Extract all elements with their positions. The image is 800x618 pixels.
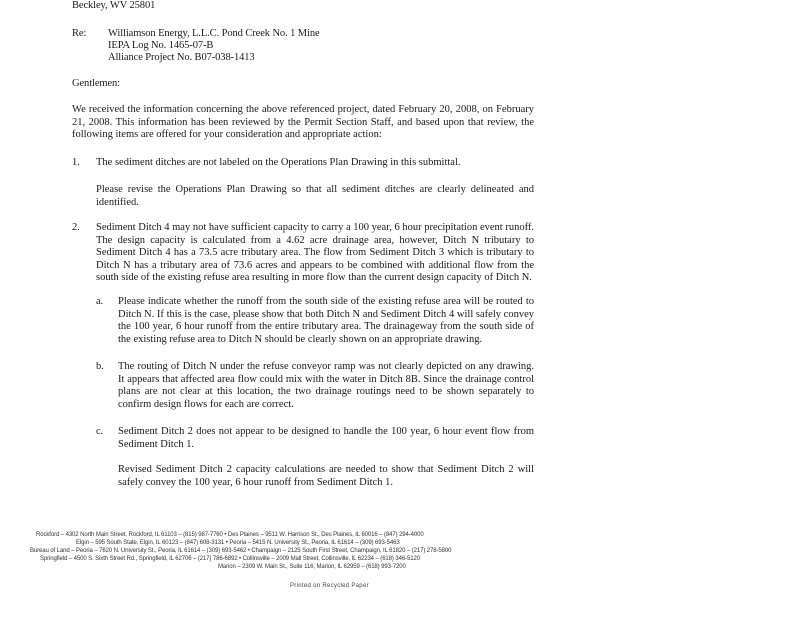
subitem-b-letter: b. [96, 361, 104, 372]
item-1-text: The sediment ditches are not labeled on the Operations Plan Drawing in this submittal. [96, 157, 461, 168]
footer-office-line-1: Rockford – 4302 North Main Street, Rockford, IL 61103 – (815) 987-7760 • Des Plaines – 9511 W. Harrison St., Des Plaines, IL 60016 – (847) 294-4000 [36, 532, 424, 538]
printed-on-recycled-paper: Printed on Recycled Paper [290, 583, 369, 589]
subitem-c-followup: Revised Sediment Ditch 2 capacity calculations are needed to show that Sediment Ditch 2 will safely convey the 100 year, 6 hour runoff from Sediment Ditch 1. [118, 464, 534, 488]
re-line-project: Williamson Energy, L.L.C. Pond Creek No. 1 Mine [108, 28, 320, 39]
item-1-number: 1. [72, 157, 80, 168]
item-2-text: Sediment Ditch 4 may not have sufficient capacity to carry a 100 year, 6 hour precipitation event runoff. The design capacity is calculated from a 4.62 acre drainage area, however, Ditch N tributary to Sediment Ditch 4 has a 73.5 acre tributary area. The flow from Sediment Ditch 3 which is tributary to Ditch N has a tributary area of 73.6 acres and appears to be combined with additional flow from the south side of the existing refuse area resulting in more flow than the current design capacity of Ditch N. [96, 222, 535, 284]
item-2-number: 2. [72, 222, 80, 233]
re-label: Re: [72, 28, 87, 39]
footer-office-line-4: Springfield – 4500 S. Sixth Street Rd., Springfield, IL 62706 – (217) 786-6892 • Collinsville – 2009 Mall Street, Collinsville, IL 62234 – (618) 346-5120 [40, 556, 420, 562]
recipient-address: Beckley, WV 25801 [72, 0, 156, 11]
footer-office-line-3: Bureau of Land – Peoria – 7620 N. University St., Peoria, IL 61614 – (309) 693-5462 • Champaign – 2125 South First Street, Champaign, IL 61820 – (217) 278-5800 [30, 548, 452, 554]
footer-office-line-5: Marion – 2309 W. Main St., Suite 116, Marion, IL 62959 – (618) 993-7200 [218, 564, 406, 570]
intro-paragraph: We received the information concerning the above referenced project, dated February 20, 2008, on February 21, 2008. This information has been reviewed by the Permit Section Staff, and based upon that review, the following items are offered for your consideration and appropriate action: [72, 104, 534, 141]
item-1-followup: Please revise the Operations Plan Drawing so that all sediment ditches are clearly delineated and identified. [96, 184, 534, 208]
salutation: Gentlemen: [72, 78, 120, 89]
re-line-alliance: Alliance Project No. B07-038-1413 [108, 52, 255, 63]
subitem-c-text: Sediment Ditch 2 does not appear to be designed to handle the 100 year, 6 hour event flow from Sediment Ditch 1. [118, 426, 534, 450]
subitem-a-letter: a. [96, 296, 104, 307]
subitem-c-letter: c. [96, 426, 104, 437]
subitem-b-text: The routing of Ditch N under the refuse conveyor ramp was not clearly depicted on any drawing. It appears that affected area flow could mix with the water in Ditch 8B. Since the drainage control plans are not clear at this location, the two drainage routings need to be shown separately to confirm design flows for each are correct. [118, 361, 534, 410]
subitem-a-text: Please indicate whether the runoff from the south side of the existing refuse area will be routed to Ditch N. If this is the case, please show that both Ditch N and Sediment Ditch 4 will safely convey the 100 year, 6 hour runoff from the entire tributary area. The drainageway from the south side of the existing refuse area to Ditch N should be clearly shown on an appropriate drawing. [118, 296, 534, 345]
footer-office-line-2: Elgin – 595 South State, Elgin, IL 60123 – (847) 608-3131 • Peoria – 5415 N. University St., Peoria, IL 61614 – (309) 693-5463 [76, 540, 400, 546]
re-line-log: IEPA Log No. 1465-07-B [108, 40, 214, 51]
